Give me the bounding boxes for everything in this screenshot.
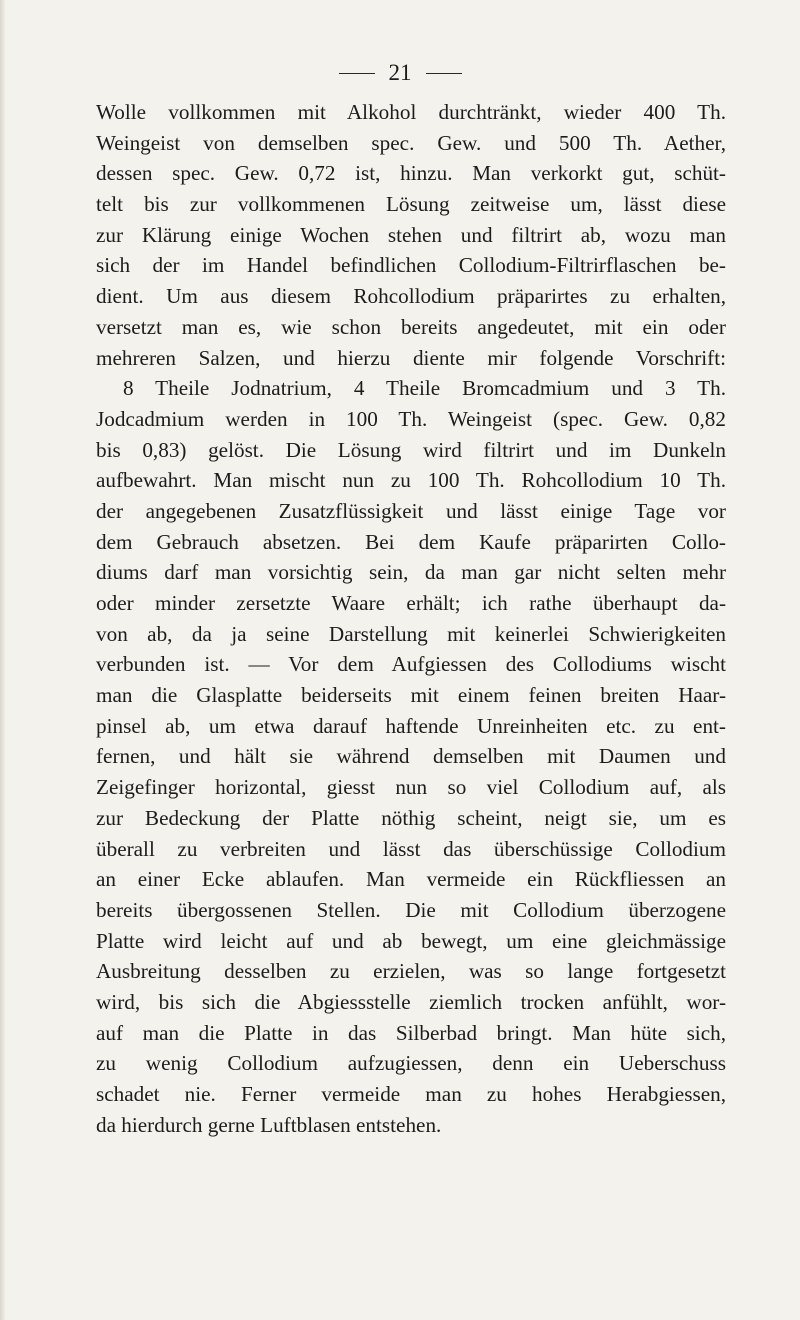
text-line: Wolle vollkommen mit Alkohol durchtränkt, wieder 400 Th.	[96, 100, 726, 124]
page-header	[0, 58, 800, 88]
text-line-last: da hierdurch gerne Luftblasen entstehen.	[96, 1112, 442, 1137]
text-line: Ausbreitung desselben zu erzielen, was so lange fortgesetzt	[96, 959, 726, 984]
text-line: man die Glasplatte beiderseits mit einem feinen breiten Haar-	[96, 683, 726, 708]
text-line: bis 0,83) gelöst. Die Lösung wird filtrirt und im Dunkeln	[96, 437, 726, 462]
text-line: sich der im Handel befindlichen Collodium-Filtrirflaschen be-	[96, 253, 726, 278]
text-line: von ab, da ja seine Darstellung mit keinerlei Schwierigkeiten	[96, 621, 726, 646]
text-line: telt bis zur vollkommenen Lösung zeitweise um, lässt diese	[96, 192, 726, 217]
text-line: dessen spec. Gew. 0,72 ist, hinzu. Man verkorkt gut, schüt-	[96, 161, 726, 186]
text-line: Jodcadmium werden in 100 Th. Weingeist (spec. Gew. 0,82	[96, 406, 726, 431]
text-line: oder minder zersetzte Waare erhält; ich rathe überhaupt da-	[96, 591, 726, 615]
text-line: diums darf man vorsichtig sein, da man gar nicht selten mehr	[96, 560, 726, 585]
header-rule-right	[426, 73, 462, 74]
text-line: an einer Ecke ablaufen. Man vermeide ein Rückfliessen an	[96, 867, 726, 892]
text-line: aufbewahrt. Man mischt nun zu 100 Th. Rohcollodium 10 Th.	[96, 468, 726, 493]
text-line: zur Klärung einige Wochen stehen und filtrirt ab, wozu man	[96, 222, 726, 247]
text-line: pinsel ab, um etwa darauf haftende Unreinheiten etc. zu ent-	[96, 713, 726, 738]
text-line: versetzt man es, wie schon bereits angedeutet, mit ein oder	[96, 314, 726, 339]
text-line: der angegebenen Zusatzflüssigkeit und lässt einige Tage vor	[96, 498, 726, 523]
text-line: bereits übergossenen Stellen. Die mit Collodium überzogene	[96, 897, 726, 922]
text-line: zu wenig Collodium aufzugiessen, denn ein Ueberschuss	[96, 1051, 726, 1076]
text-line: zur Bedeckung der Platte nöthig scheint, neigt sie, um es	[96, 805, 726, 830]
text-line: Platte wird leicht auf und ab bewegt, um eine gleichmässige	[96, 928, 726, 953]
text-line: dient. Um aus diesem Rohcollodium präparirtes zu erhalten,	[96, 284, 726, 309]
text-line: verbunden ist. — Vor dem Aufgiessen des Collodiums wischt	[96, 652, 726, 677]
text-line: überall zu verbreiten und lässt das überschüssige Collodium	[96, 836, 726, 861]
text-line-recipe: 8 Theile Jodnatrium, 4 Theile Bromcadmium und 3 Th.	[123, 376, 726, 401]
text-line: Zeigefinger horizontal, giesst nun so viel Collodium auf, als	[96, 775, 726, 800]
text-line: dem Gebrauch absetzen. Bei dem Kaufe präparirten Collo-	[96, 529, 726, 554]
text-line: fernen, und hält sie während demselben mit Daumen und	[96, 744, 726, 769]
header-rule-left	[339, 73, 375, 74]
text-line: mehreren Salzen, und hierzu diente mir folgende Vorschrift:	[96, 345, 726, 370]
page-number: 21	[388, 60, 412, 85]
body-paragraph	[96, 97, 726, 1140]
page-edge-shadow	[0, 0, 6, 1320]
text-line: wird, bis sich die Abgiessstelle ziemlich trocken anfühlt, wor-	[96, 989, 726, 1014]
text-line: schadet nie. Ferner vermeide man zu hohes Herabgiessen,	[96, 1082, 726, 1106]
text-line: Weingeist von demselben spec. Gew. und 500 Th. Aether,	[96, 130, 726, 155]
text-line: auf man die Platte in das Silberbad bringt. Man hüte sich,	[96, 1020, 726, 1045]
